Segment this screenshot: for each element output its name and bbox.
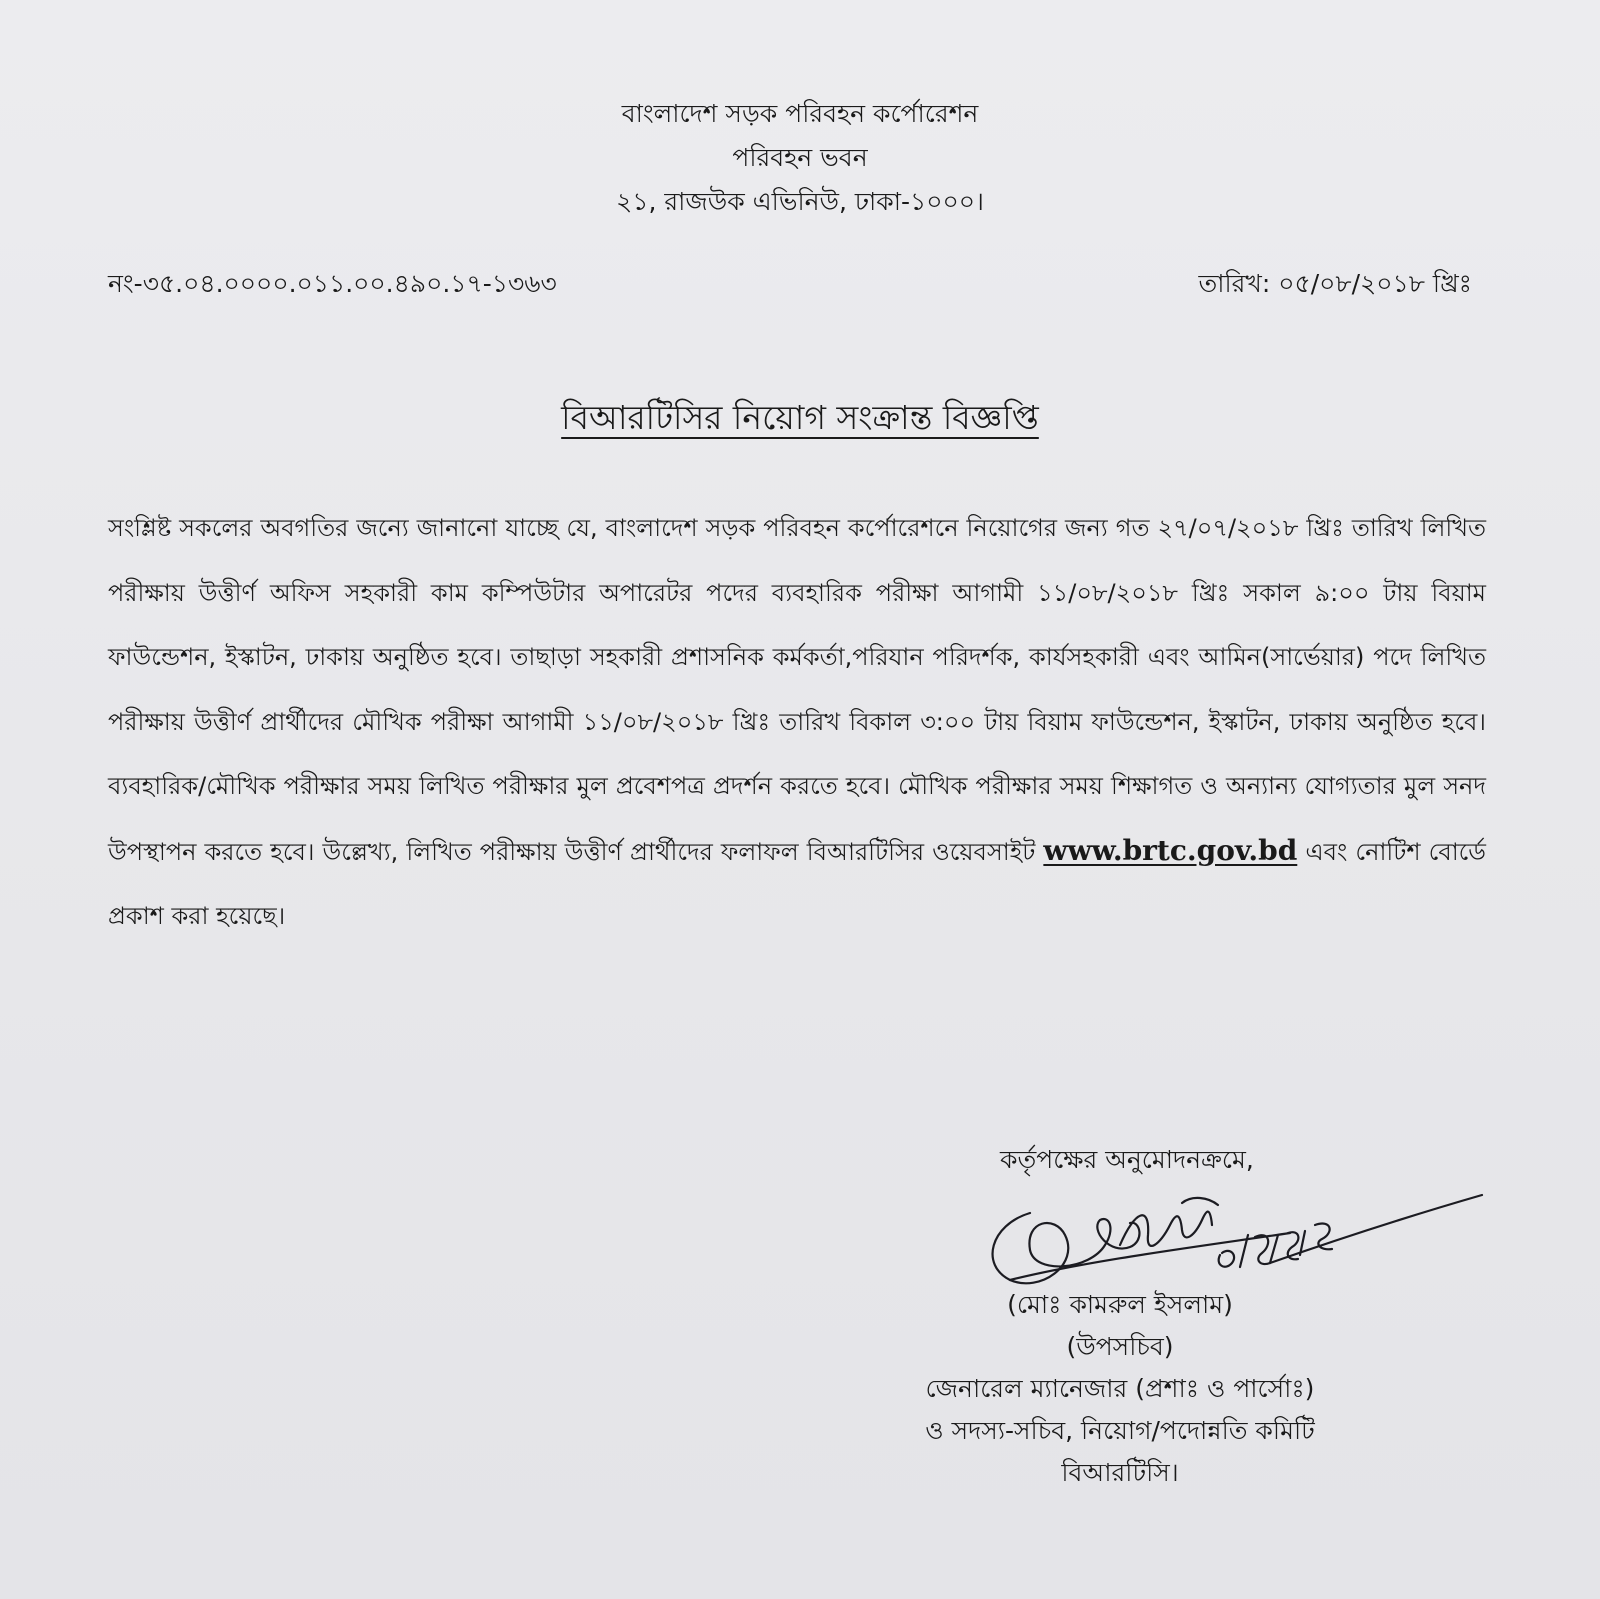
signatory-organization: বিআরটিসি।: [1061, 1458, 1179, 1487]
reference-row: [108, 264, 1472, 307]
letterhead: [0, 92, 1600, 224]
memo-number: নং-৩৫.০৪.০০০০.০১১.০০.৪৯০.১৭-১৩৬৩: [108, 269, 557, 298]
signatory-committee: ও সদস্য-সচিব, নিয়োগ/পদোন্নতি কমিটি: [925, 1416, 1315, 1445]
address: ২১, রাজউক এভিনিউ, ঢাকা-১০০০।: [616, 187, 984, 216]
notice-body: [108, 496, 1486, 949]
signatory-name: (মোঃ কামরুল ইসলাম): [1007, 1290, 1233, 1319]
body-text-end: এবং নোটিশ বোর্ডে প্রকাশ করা হয়েছে।: [108, 837, 1486, 930]
website-link[interactable]: www.brtc.gov.bd: [1043, 833, 1298, 867]
signatory-designation: জেনারেল ম্যানেজার (প্রশাঃ ও পার্সোঃ): [925, 1374, 1315, 1403]
signatory-block: [840, 1284, 1400, 1494]
body-text-main: সংশ্লিষ্ট সকলের অবগতির জন্যে জানানো যাচ্ছে যে, বাংলাদেশ সড়ক পরিবহন কর্পোরেশনে নিয়োগের জন্য গত ২৭/০৭/২০১৮ খ্রিঃ তারিখ লিখিত পরীক্ষায় উত্তীর্ণ অফিস সহকারী কাম কম্পিউটার অপারেটর পদের ব্যবহারিক পরীক্ষা আগামী ১১/০৮/২০১৮ খ্রিঃ সকাল ৯:০০ টায় বিয়াম ফাউন্ডেশন, ইস্কাটন, ঢাকায় অনুষ্ঠিত হবে। তাছাড়া সহকারী প্রশাসনিক কর্মকর্তা,পরিযান পরিদর্শক, কার্যসহকারী এবং আমিন(সার্ভেয়ার) পদে লিখিত পরীক্ষায় উত্তীর্ণ প্রার্থীদের মৌখিক পরীক্ষা আগামী ১১/০৮/২০১৮ খ্রিঃ তারিখ বিকাল ৩:০০ টায় বিয়াম ফাউন্ডেশন, ইস্কাটন, ঢাকায় অনুষ্ঠিত হবে। ব্যবহারিক/মৌখিক পরীক্ষার সময় লিখিত পরীক্ষার মুল প্রবেশপত্র প্রদর্শন করতে হবে। মৌখিক পরীক্ষার সময় শিক্ষাগত ও অন্যান্য যোগ্যতার মুল সনদ উপস্থাপন করতে হবে। উল্লেখ্য, লিখিত পরীক্ষায় উত্তীর্ণ প্রার্থীদের ফলাফল বিআরটিসির ওয়েবসাইট: [108, 514, 1486, 866]
approval-line: কর্তৃপক্ষের অনুমোদনক্রমে,: [1000, 1145, 1254, 1174]
signatory-rank: (উপসচিব): [1066, 1332, 1174, 1361]
org-name: বাংলাদেশ সড়ক পরিবহন কর্পোরেশন: [621, 99, 979, 128]
notice-title-text: বিআরটিসির নিয়োগ সংক্রান্ত বিজ্ঞপ্তি: [561, 398, 1039, 437]
notice-title: [0, 392, 1600, 448]
issue-date: তারিখ: ০৫/০৮/২০১৮ খ্রিঃ: [1198, 269, 1472, 298]
building-name: পরিবহন ভবন: [732, 143, 868, 172]
